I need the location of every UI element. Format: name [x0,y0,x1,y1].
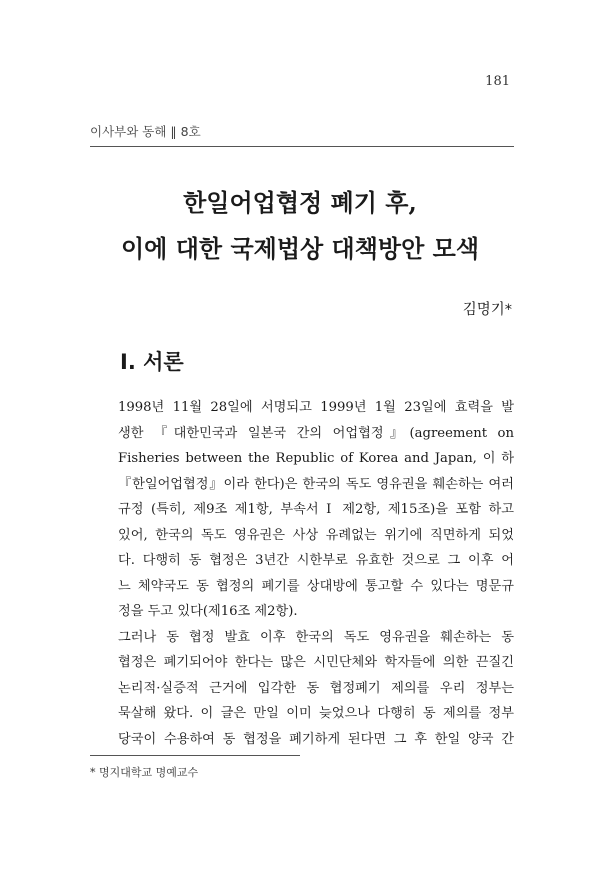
footnote-divider [90,755,300,756]
text-line: Fisheries between the Republic of Korea and Japan, 이 하 [118,451,514,466]
page-number: 181 [485,74,510,89]
footnote: * 명지대학교 명예교수 [90,766,199,779]
text-line: 묵살해 왔다. 이 글은 만일 이미 늦었으나 다행히 동 제의를 정부 [118,706,514,721]
text-line: 있어, 한국의 독도 영유권은 사상 유례없는 위기에 직면하게 되었 [118,527,514,543]
title-line-2: 이에 대한 국제법상 대책방안 모색 [121,234,479,263]
text-line: 규정 (특히, 제9조 제1항, 부속서 Ⅰ 제2항, 제15조)을 포함 하고 [118,502,514,517]
section-heading: Ⅰ. 서론 [120,350,184,374]
body-text [118,395,514,752]
author-name: 김명기* [462,302,512,318]
paragraph-2 [118,625,514,753]
text-line: 1998년 11월 28일에 서명되고 1999년 1월 23일에 효력을 발 [118,400,514,415]
text-line: 논리적·실증적 근거에 입각한 동 협정폐기 제의를 우리 정부는 [118,680,514,696]
paragraph-1 [118,395,514,625]
running-header: 이사부와 동해 ‖ 8호 [90,122,514,147]
text-line: 『한일어업협정』이라 한다)은 한국의 독도 영유권을 훼손하는 여러 [118,476,514,492]
title-line-1: 한일어업협정 폐기 후, [183,188,417,217]
article-title [60,180,540,272]
text-line: 협정은 폐기되어야 한다는 많은 시민단체와 학자들에 의한 끈질긴 [118,655,514,670]
text-line: 당국이 수용하여 동 협정을 폐기하게 된다면 그 후 한일 양국 간 [118,731,514,747]
text-line: 그러나 동 협정 발효 이후 한국의 독도 영유권을 훼손하는 동 [118,629,514,645]
text-line: 정을 두고 있다(제16조 제2항). [118,604,298,619]
text-line: 생한 『대한민국과 일본국 간의 어업협정』(agreement on [118,425,514,441]
text-line: 다. 다행히 동 협정은 3년간 시한부로 유효한 것으로 그 이후 어 [118,553,514,568]
text-line: 느 체약국도 동 협정의 폐기를 상대방에 통고할 수 있다는 명문규 [118,578,514,594]
